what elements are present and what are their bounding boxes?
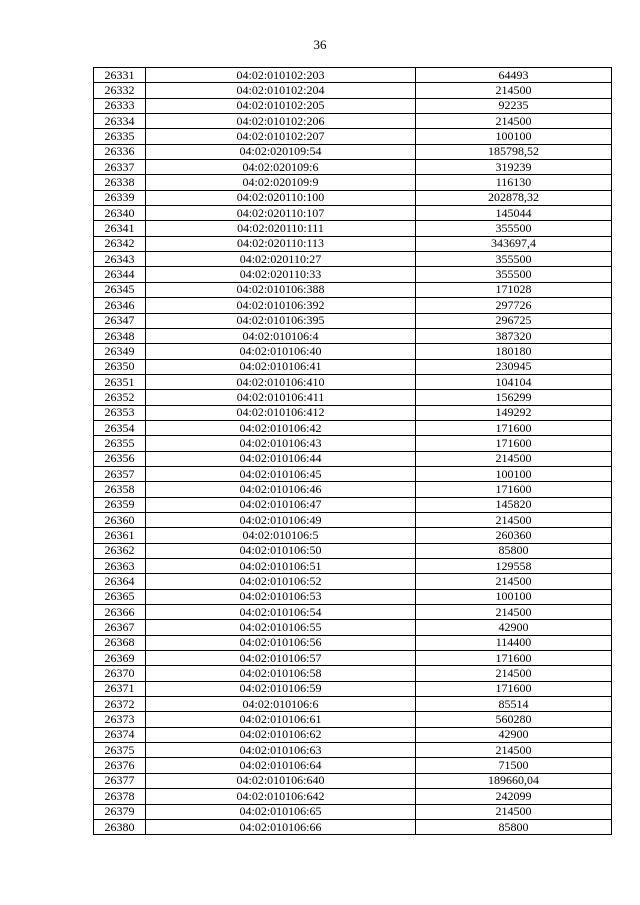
value-cell: 319239: [416, 160, 612, 175]
cadastral-number-cell: 04:02:010106:44: [146, 451, 416, 466]
table-row: [94, 344, 612, 359]
cadastral-number-cell: 04:02:010106:395: [146, 313, 416, 328]
row-number-cell: 26339: [94, 190, 146, 205]
row-number-cell: 26360: [94, 512, 146, 527]
cadastral-number-cell: 04:02:010102:204: [146, 83, 416, 98]
value-cell: 242099: [416, 789, 612, 804]
cadastral-number-cell: 04:02:010106:388: [146, 282, 416, 297]
table-row: [94, 574, 612, 589]
value-cell: 189660,04: [416, 773, 612, 788]
table-row: [94, 528, 612, 543]
value-cell: 214500: [416, 512, 612, 527]
cadastral-number-cell: 04:02:010106:52: [146, 574, 416, 589]
table-row: [94, 405, 612, 420]
table-row: [94, 144, 612, 159]
table-body: [94, 68, 612, 835]
row-number-cell: 26356: [94, 451, 146, 466]
value-cell: 387320: [416, 328, 612, 343]
value-cell: 100100: [416, 589, 612, 604]
cadastral-number-cell: 04:02:010106:66: [146, 819, 416, 834]
cadastral-number-cell: 04:02:010106:51: [146, 559, 416, 574]
cadastral-number-cell: 04:02:010106:53: [146, 589, 416, 604]
table-row: [94, 436, 612, 451]
table-row: [94, 758, 612, 773]
cadastral-number-cell: 04:02:010106:4: [146, 328, 416, 343]
value-cell: 104104: [416, 374, 612, 389]
row-number-cell: 26379: [94, 804, 146, 819]
value-cell: 85800: [416, 819, 612, 834]
row-number-cell: 26352: [94, 390, 146, 405]
table-row: [94, 451, 612, 466]
table-row: [94, 114, 612, 129]
table-row: [94, 697, 612, 712]
table-row: [94, 282, 612, 297]
value-cell: 171600: [416, 651, 612, 666]
table-row: [94, 620, 612, 635]
cadastral-number-cell: 04:02:010106:45: [146, 466, 416, 481]
cadastral-number-cell: 04:02:010102:206: [146, 114, 416, 129]
table-row: [94, 512, 612, 527]
table-row: [94, 374, 612, 389]
table-row: [94, 681, 612, 696]
cadastral-number-cell: 04:02:010106:412: [146, 405, 416, 420]
cadastral-number-cell: 04:02:010106:392: [146, 298, 416, 313]
value-cell: 214500: [416, 666, 612, 681]
cadastral-number-cell: 04:02:010106:47: [146, 497, 416, 512]
cadastral-number-cell: 04:02:010106:40: [146, 344, 416, 359]
row-number-cell: 26334: [94, 114, 146, 129]
cadastral-number-cell: 04:02:020110:107: [146, 206, 416, 221]
table-row: [94, 651, 612, 666]
row-number-cell: 26380: [94, 819, 146, 834]
row-number-cell: 26362: [94, 543, 146, 558]
value-cell: 355500: [416, 267, 612, 282]
cadastral-number-cell: 04:02:010106:59: [146, 681, 416, 696]
row-number-cell: 26346: [94, 298, 146, 313]
row-number-cell: 26367: [94, 620, 146, 635]
table-row: [94, 221, 612, 236]
value-cell: 64493: [416, 68, 612, 83]
table-row: [94, 712, 612, 727]
row-number-cell: 26331: [94, 68, 146, 83]
cadastral-number-cell: 04:02:010106:41: [146, 359, 416, 374]
row-number-cell: 26368: [94, 635, 146, 650]
cadastral-number-cell: 04:02:010106:64: [146, 758, 416, 773]
row-number-cell: 26361: [94, 528, 146, 543]
cadastral-number-cell: 04:02:010106:6: [146, 697, 416, 712]
cadastral-number-cell: 04:02:010106:49: [146, 512, 416, 527]
cadastral-number-cell: 04:02:010102:203: [146, 68, 416, 83]
row-number-cell: 26335: [94, 129, 146, 144]
cadastral-number-cell: 04:02:010102:207: [146, 129, 416, 144]
table-row: [94, 605, 612, 620]
row-number-cell: 26333: [94, 98, 146, 113]
table-row: [94, 466, 612, 481]
row-number-cell: 26358: [94, 482, 146, 497]
cadastral-number-cell: 04:02:010106:411: [146, 390, 416, 405]
table-row: [94, 559, 612, 574]
row-number-cell: 26373: [94, 712, 146, 727]
value-cell: 85800: [416, 543, 612, 558]
cadastral-number-cell: 04:02:010106:62: [146, 727, 416, 742]
row-number-cell: 26359: [94, 497, 146, 512]
value-cell: 560280: [416, 712, 612, 727]
table-row: [94, 789, 612, 804]
value-cell: 156299: [416, 390, 612, 405]
table-row: [94, 727, 612, 742]
page-number: 36: [313, 37, 327, 52]
row-number-cell: 26340: [94, 206, 146, 221]
value-cell: 145820: [416, 497, 612, 512]
row-number-cell: 26365: [94, 589, 146, 604]
cadastral-number-cell: 04:02:020110:27: [146, 252, 416, 267]
cadastral-number-cell: 04:02:010106:63: [146, 743, 416, 758]
value-cell: 260360: [416, 528, 612, 543]
table-row: [94, 313, 612, 328]
value-cell: 145044: [416, 206, 612, 221]
table-row: [94, 390, 612, 405]
value-cell: 202878,32: [416, 190, 612, 205]
row-number-cell: 26371: [94, 681, 146, 696]
cadastral-number-cell: 04:02:020109:6: [146, 160, 416, 175]
row-number-cell: 26357: [94, 466, 146, 481]
cadastral-number-cell: 04:02:010106:410: [146, 374, 416, 389]
table-row: [94, 482, 612, 497]
row-number-cell: 26345: [94, 282, 146, 297]
row-number-cell: 26348: [94, 328, 146, 343]
value-cell: 185798,52: [416, 144, 612, 159]
cadastral-number-cell: 04:02:010106:640: [146, 773, 416, 788]
table-row: [94, 68, 612, 83]
cadastral-number-cell: 04:02:020110:100: [146, 190, 416, 205]
cadastral-number-cell: 04:02:010106:58: [146, 666, 416, 681]
cadastral-number-cell: 04:02:020110:33: [146, 267, 416, 282]
value-cell: 171600: [416, 436, 612, 451]
value-cell: 214500: [416, 605, 612, 620]
table-row: [94, 497, 612, 512]
table-row: [94, 666, 612, 681]
table-row: [94, 206, 612, 221]
table-row: [94, 804, 612, 819]
value-cell: 214500: [416, 804, 612, 819]
row-number-cell: 26355: [94, 436, 146, 451]
value-cell: 116130: [416, 175, 612, 190]
row-number-cell: 26350: [94, 359, 146, 374]
row-number-cell: 26369: [94, 651, 146, 666]
row-number-cell: 26366: [94, 605, 146, 620]
table-row: [94, 359, 612, 374]
table-row: [94, 635, 612, 650]
row-number-cell: 26354: [94, 420, 146, 435]
row-number-cell: 26363: [94, 559, 146, 574]
row-number-cell: 26336: [94, 144, 146, 159]
cadastral-number-cell: 04:02:010106:65: [146, 804, 416, 819]
table-row: [94, 298, 612, 313]
cadastral-number-cell: 04:02:010106:642: [146, 789, 416, 804]
row-number-cell: 26375: [94, 743, 146, 758]
value-cell: 42900: [416, 727, 612, 742]
row-number-cell: 26377: [94, 773, 146, 788]
row-number-cell: 26376: [94, 758, 146, 773]
cadastral-number-cell: 04:02:010106:56: [146, 635, 416, 650]
value-cell: 92235: [416, 98, 612, 113]
table-row: [94, 129, 612, 144]
cadastral-number-cell: 04:02:010106:46: [146, 482, 416, 497]
cadastral-number-cell: 04:02:010106:54: [146, 605, 416, 620]
row-number-cell: 26374: [94, 727, 146, 742]
row-number-cell: 26343: [94, 252, 146, 267]
table-row: [94, 175, 612, 190]
row-number-cell: 26372: [94, 697, 146, 712]
value-cell: 214500: [416, 83, 612, 98]
value-cell: 71500: [416, 758, 612, 773]
value-cell: 114400: [416, 635, 612, 650]
value-cell: 129558: [416, 559, 612, 574]
cadastral-number-cell: 04:02:010106:43: [146, 436, 416, 451]
table-row: [94, 252, 612, 267]
cadastral-number-cell: 04:02:010106:55: [146, 620, 416, 635]
value-cell: 149292: [416, 405, 612, 420]
cadastral-number-cell: 04:02:010106:5: [146, 528, 416, 543]
cadastral-table: [93, 67, 612, 835]
table-row: [94, 420, 612, 435]
value-cell: 85514: [416, 697, 612, 712]
value-cell: 214500: [416, 743, 612, 758]
table-row: [94, 543, 612, 558]
row-number-cell: 26353: [94, 405, 146, 420]
cadastral-number-cell: 04:02:010106:57: [146, 651, 416, 666]
value-cell: 100100: [416, 129, 612, 144]
row-number-cell: 26364: [94, 574, 146, 589]
value-cell: 171600: [416, 681, 612, 696]
cadastral-number-cell: 04:02:010106:50: [146, 543, 416, 558]
value-cell: 171028: [416, 282, 612, 297]
cadastral-number-cell: 04:02:020110:113: [146, 236, 416, 251]
cadastral-number-cell: 04:02:020109:9: [146, 175, 416, 190]
value-cell: 355500: [416, 252, 612, 267]
row-number-cell: 26344: [94, 267, 146, 282]
value-cell: 214500: [416, 114, 612, 129]
value-cell: 230945: [416, 359, 612, 374]
value-cell: 297726: [416, 298, 612, 313]
table-row: [94, 83, 612, 98]
row-number-cell: 26347: [94, 313, 146, 328]
row-number-cell: 26338: [94, 175, 146, 190]
row-number-cell: 26370: [94, 666, 146, 681]
table-row: [94, 819, 612, 834]
row-number-cell: 26378: [94, 789, 146, 804]
value-cell: 171600: [416, 482, 612, 497]
table-row: [94, 190, 612, 205]
table-row: [94, 160, 612, 175]
cadastral-number-cell: 04:02:010102:205: [146, 98, 416, 113]
value-cell: 296725: [416, 313, 612, 328]
value-cell: 171600: [416, 420, 612, 435]
table-row: [94, 589, 612, 604]
row-number-cell: 26337: [94, 160, 146, 175]
table-row: [94, 743, 612, 758]
value-cell: 343697,4: [416, 236, 612, 251]
row-number-cell: 26341: [94, 221, 146, 236]
row-number-cell: 26332: [94, 83, 146, 98]
value-cell: 214500: [416, 574, 612, 589]
value-cell: 42900: [416, 620, 612, 635]
table-row: [94, 236, 612, 251]
cadastral-number-cell: 04:02:010106:61: [146, 712, 416, 727]
table-row: [94, 328, 612, 343]
row-number-cell: 26342: [94, 236, 146, 251]
cadastral-number-cell: 04:02:020109:54: [146, 144, 416, 159]
row-number-cell: 26351: [94, 374, 146, 389]
value-cell: 214500: [416, 451, 612, 466]
value-cell: 180180: [416, 344, 612, 359]
table-row: [94, 773, 612, 788]
cadastral-number-cell: 04:02:020110:111: [146, 221, 416, 236]
cadastral-number-cell: 04:02:010106:42: [146, 420, 416, 435]
value-cell: 355500: [416, 221, 612, 236]
value-cell: 100100: [416, 466, 612, 481]
table-row: [94, 98, 612, 113]
table-row: [94, 267, 612, 282]
row-number-cell: 26349: [94, 344, 146, 359]
